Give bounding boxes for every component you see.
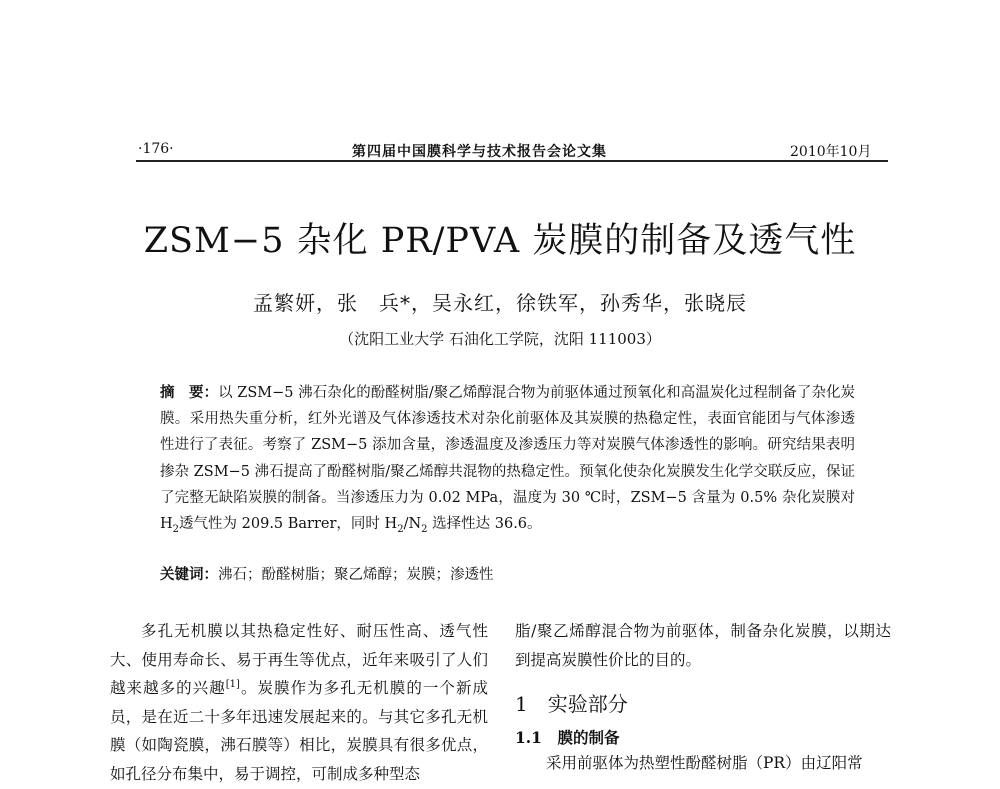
body-left-column [110, 617, 488, 789]
abstract-sub-1: 2 [172, 523, 180, 535]
intro-text-2: 。炭膜作为多孔无机膜的一个新成员，是在近二十多年迅速发展起来的。与其它多孔无机膜（如陶瓷膜，沸石膜等）相比，炭膜具有很多优点，如孔径分布集中，易于调控，可制成多种型态 [110, 679, 488, 783]
intro-paragraph [110, 617, 488, 789]
keywords-text: 沸石；酚醛树脂；聚乙烯醇；炭膜；渗透性 [218, 567, 494, 583]
header-rule [136, 160, 888, 162]
right-column-last-line: 采用前驱体为热塑性酚醛树脂（PR）由辽阳常 [546, 754, 863, 772]
author-list: 孟繁妍，张 兵*，吴永红，徐铁军，孙秀华，张晓辰 [253, 291, 747, 315]
intro-text-1: 多孔无机膜以其热稳定性好、耐压性高、透气性大、使用寿命长、易于再生等优点，近年来吸引了人们越来越多的兴趣 [110, 622, 488, 698]
keywords [160, 563, 855, 584]
abstract-text-b: 透气性为 209.5 Barrer，同时 H [179, 516, 398, 533]
page-number: ·176· [138, 141, 174, 157]
citation-ref: [1] [225, 679, 240, 691]
abstract-text-a: 以 ZSM−5 沸石杂化的酚醛树脂/聚乙烯醇混合物为前驱体通过预氧化和高温炭化过程制备了杂化炭膜。采用热失重分析，红外光谱及气体渗透技术对杂化前驱体及其炭膜的热稳定性，表面官能团与气体渗透性进行了表征。考察了 ZSM−5 添加含量，渗透温度及渗透压力等对炭膜气体渗透性的影响。研究结果表明掺杂 ZSM−5 沸石提高了酚醛树脂/聚乙烯醇共混物的热稳定性。预氧化使杂化炭膜发生化学交联反应，保证了完整无缺陷炭膜的制备。当渗透压力为 0.02 MPa，温度为 30 ℃时，ZSM−5 含量为 0.5% 杂化炭膜对 H [160, 385, 855, 533]
abstract [160, 380, 855, 537]
abstract-sub-2: 2 [397, 523, 404, 535]
abstract-sub-3: 2 [421, 523, 428, 535]
running-header-title: 第四届中国膜科学与技术报告会论文集 [352, 144, 607, 160]
subsection-heading-1-1: 1.1 膜的制备 [515, 728, 620, 747]
abstract-label: 摘 要： [160, 384, 219, 401]
affiliation: （沈阳工业大学 石油化工学院，沈阳 111003） [339, 330, 661, 348]
body-right-column [515, 617, 891, 674]
right-paragraph: 脂/聚乙烯醇混合物为前驱体，制备杂化炭膜，以期达到提高炭膜性价比的目的。 [515, 622, 891, 669]
keywords-label: 关键词： [160, 566, 218, 583]
running-header-date: 2010年10月 [790, 144, 872, 160]
abstract-text-d: 选择性达 36.6。 [427, 516, 542, 533]
abstract-text-c: /N [403, 516, 422, 533]
section-heading-1: 1 实验部分 [515, 692, 628, 716]
paper-title: ZSM−5 杂化 PR/PVA 炭膜的制备及透气性 [143, 221, 857, 261]
